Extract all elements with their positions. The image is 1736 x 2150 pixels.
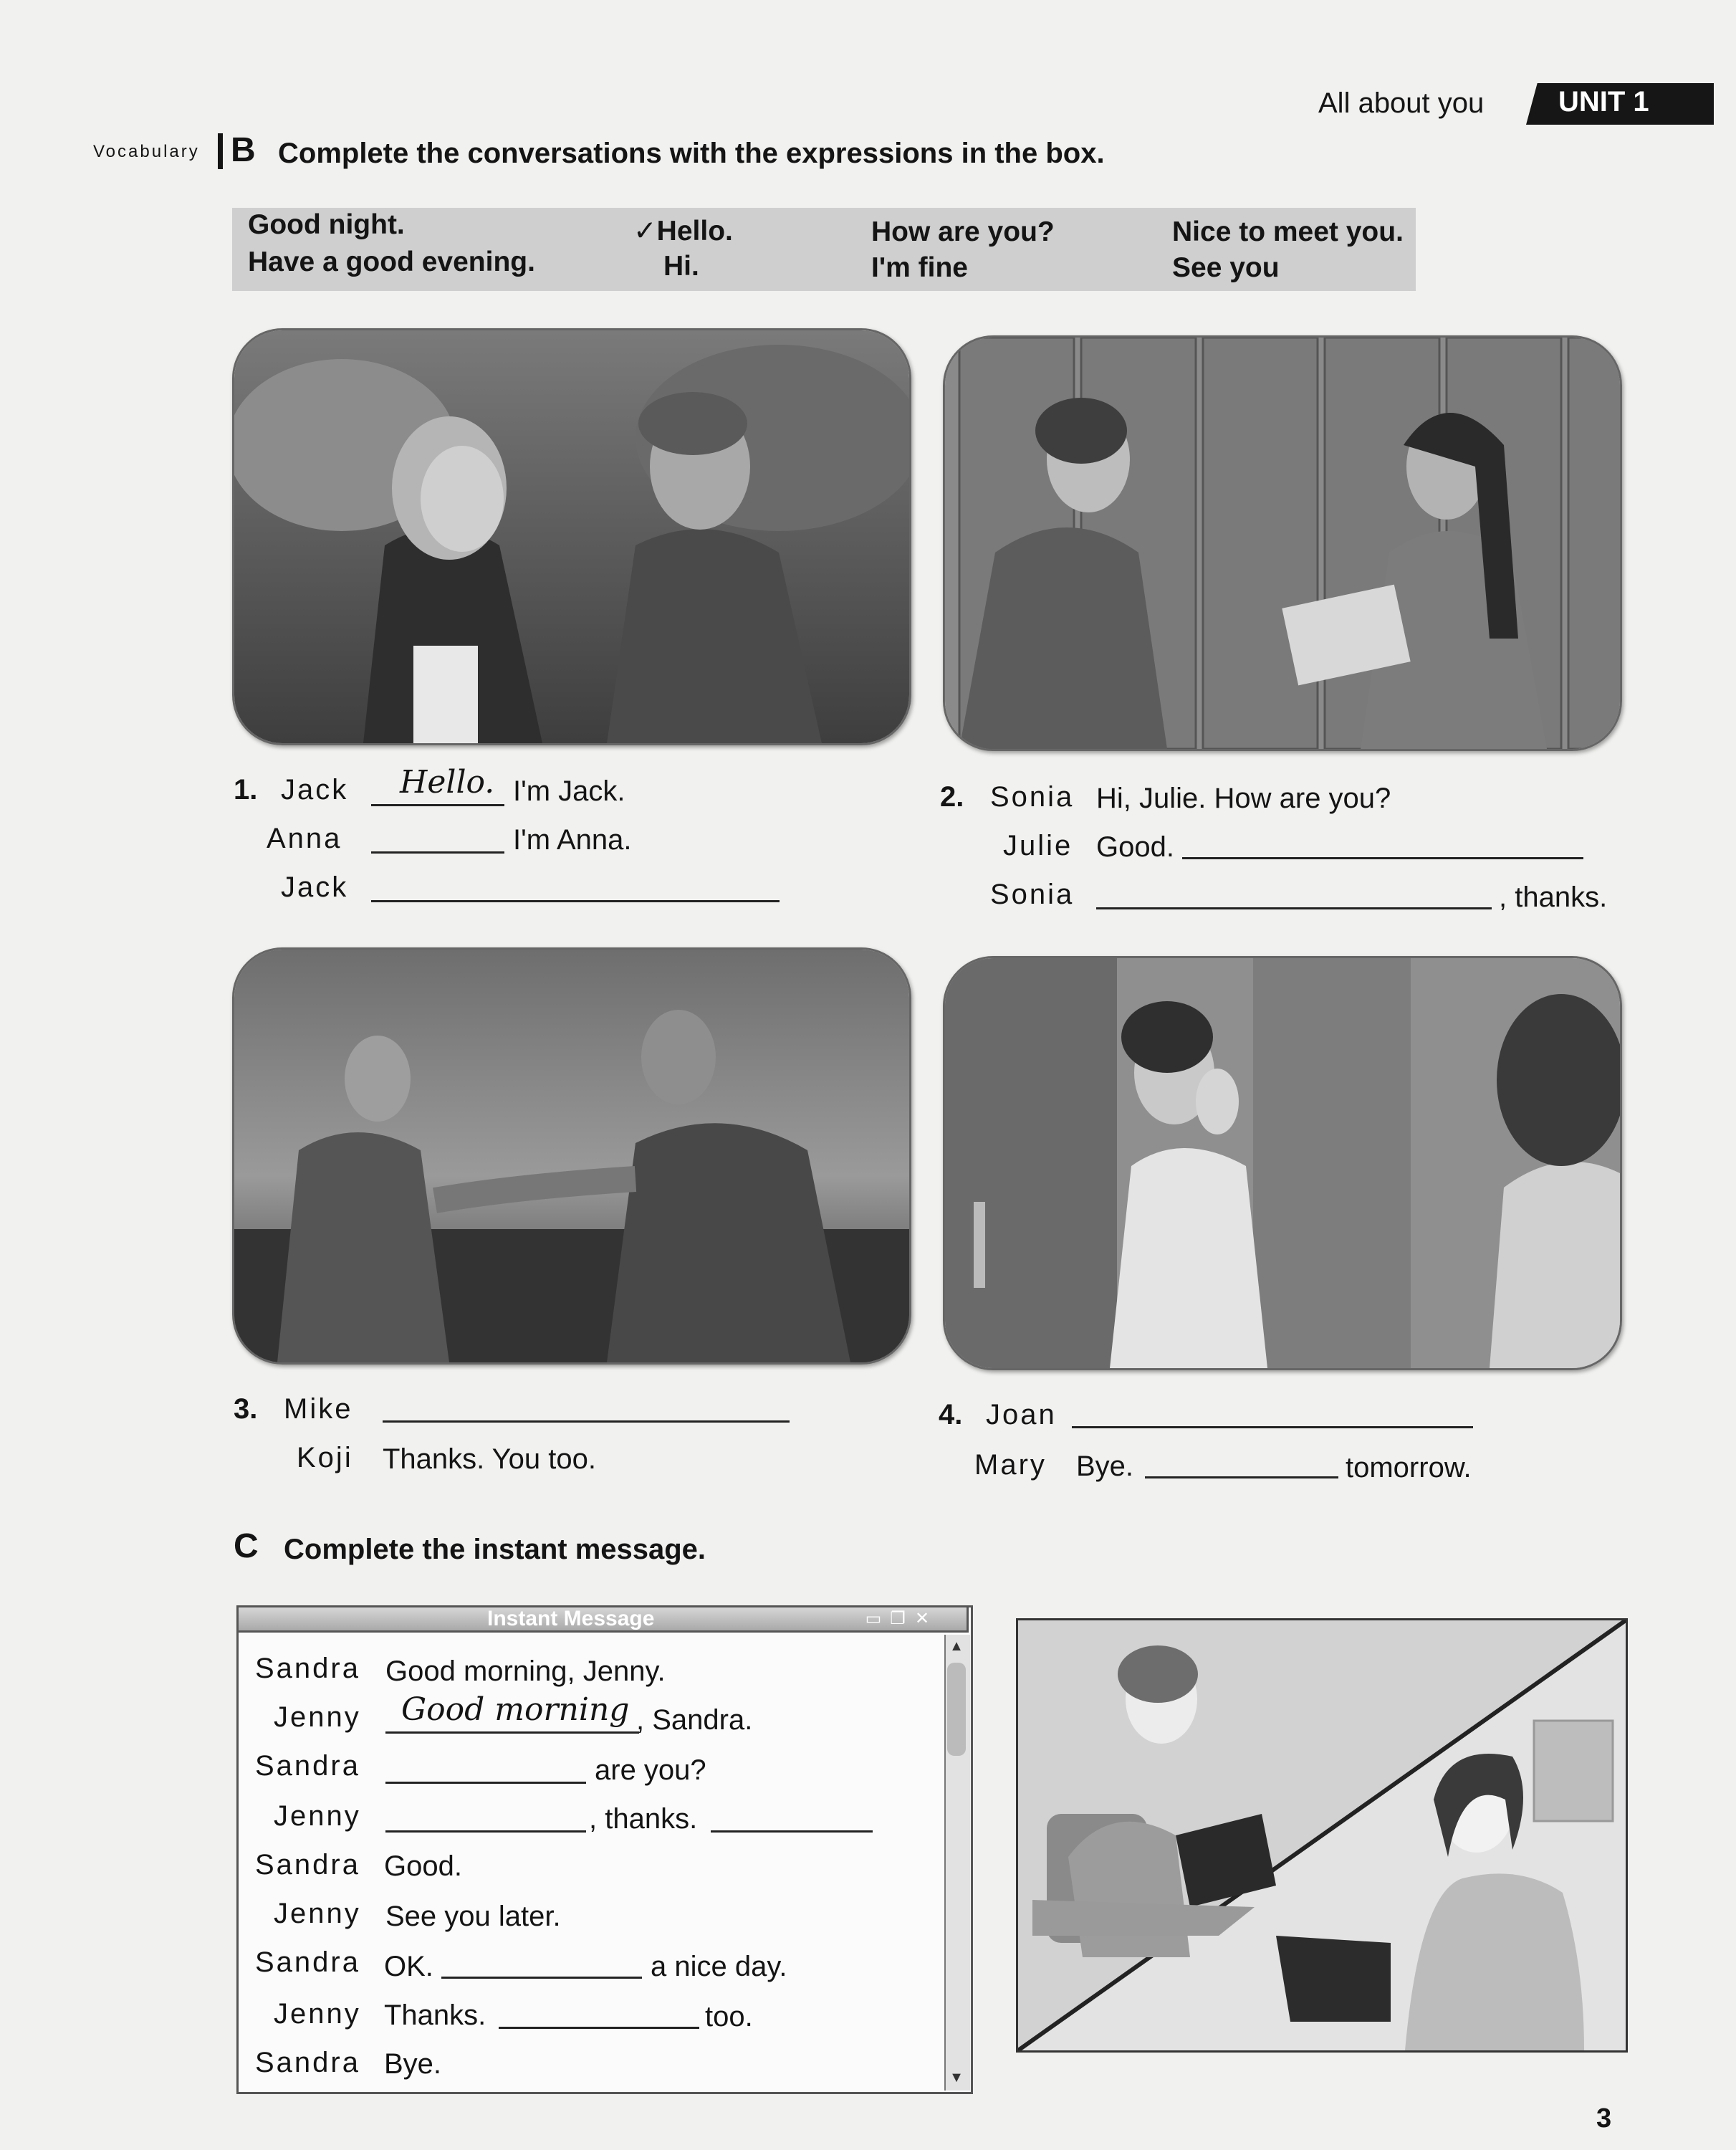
speaker-name: Mike [284, 1393, 353, 1425]
expression-item: Good night. [248, 209, 405, 240]
answer-blank[interactable] [1182, 857, 1583, 859]
expression-item: ✓Hello. [633, 216, 733, 247]
im-message: OK. [384, 1951, 433, 1982]
im-message: a nice day. [651, 1951, 787, 1982]
expression-item: How are you? [871, 216, 1055, 247]
answer-blank[interactable] [371, 851, 504, 854]
photo-jack-anna [232, 328, 911, 745]
im-message: too. [705, 2001, 753, 2032]
scroll-up-icon[interactable]: ▲ [949, 1638, 964, 1654]
handwritten-answer: Good morning [401, 1691, 630, 1728]
item-number: 3. [234, 1393, 258, 1425]
speaker-name: Joan [986, 1399, 1057, 1430]
im-scroll-thumb[interactable] [947, 1663, 966, 1756]
speaker-name: Sonia [990, 781, 1075, 813]
photo-sonia-julie [943, 335, 1622, 751]
photo-mike-koji [232, 947, 911, 1365]
chapter-title: All about you [1318, 87, 1485, 119]
im-window-title: Instant Message [487, 1607, 655, 1630]
speaker-name: Jack [281, 871, 349, 903]
im-speaker: Jenny [274, 1701, 361, 1733]
minimize-icon[interactable]: ▭ [865, 1609, 882, 1628]
dialogue-line: Bye. [1076, 1451, 1134, 1482]
im-message: Good. [384, 1850, 462, 1882]
item-number: 1. [234, 774, 258, 806]
im-message: , thanks. [589, 1803, 698, 1835]
expression-item: Hi. [663, 251, 699, 282]
answer-blank[interactable] [1072, 1426, 1473, 1428]
speaker-name: Jack [281, 774, 349, 806]
dialogue-line: I'm Anna. [513, 824, 632, 856]
item-number: 4. [939, 1399, 963, 1430]
answer-blank[interactable] [383, 1420, 790, 1423]
dialogue-line: , thanks. [1499, 882, 1608, 913]
illustration-chatting-women [1016, 1618, 1628, 2053]
section-divider-bar [218, 133, 223, 169]
answer-blank[interactable] [385, 1830, 586, 1833]
answer-blank[interactable] [711, 1830, 873, 1833]
section-b-instruction: Complete the conversations with the expressions in the box. [278, 138, 1105, 169]
expression-item: See you [1172, 252, 1280, 283]
im-message: Thanks. [384, 2000, 486, 2031]
answer-blank[interactable] [385, 1782, 586, 1784]
dialogue-line: tomorrow. [1346, 1452, 1472, 1484]
speaker-name: Koji [297, 1442, 353, 1473]
section-c-letter: C [234, 1527, 259, 1565]
im-speaker: Jenny [274, 1898, 361, 1929]
answer-blank[interactable] [371, 804, 504, 806]
restore-icon[interactable]: ❐ [890, 1609, 906, 1628]
unit-label: UNIT 1 [1558, 86, 1649, 118]
scroll-down-icon[interactable]: ▼ [949, 2070, 964, 2086]
answer-blank[interactable] [385, 1731, 639, 1734]
im-speaker: Sandra [255, 1849, 360, 1881]
im-speaker: Sandra [255, 1750, 360, 1782]
section-c-instruction: Complete the instant message. [284, 1534, 706, 1565]
answer-blank[interactable] [441, 1977, 642, 1979]
handwritten-answer: Hello. [400, 764, 495, 801]
expression-item: Nice to meet you. [1172, 216, 1404, 247]
im-message: Bye. [384, 2048, 442, 2080]
answer-blank[interactable] [1145, 1476, 1338, 1478]
dialogue-line: Good. [1096, 831, 1174, 863]
page-number: 3 [1596, 2103, 1612, 2134]
im-message: are you? [595, 1754, 706, 1786]
im-speaker: Jenny [274, 1998, 361, 2030]
im-speaker: Sandra [255, 1946, 360, 1978]
im-message: , Sandra. [636, 1704, 753, 1736]
dialogue-line: I'm Jack. [513, 775, 625, 807]
im-message: See you later. [385, 1901, 561, 1932]
answer-blank[interactable] [499, 2027, 699, 2029]
answer-blank[interactable] [1096, 907, 1492, 909]
answer-blank[interactable] [371, 900, 780, 902]
photo-joan-mary [943, 956, 1622, 1370]
speaker-name: Anna [267, 823, 342, 854]
speaker-name: Julie [1003, 830, 1073, 861]
dialogue-line: Thanks. You too. [383, 1443, 597, 1475]
item-number: 2. [940, 781, 964, 813]
close-icon[interactable]: ✕ [914, 1609, 930, 1628]
expression-item: Have a good evening. [248, 247, 535, 277]
expression-item: I'm fine [871, 252, 968, 283]
im-speaker: Sandra [255, 2047, 360, 2078]
speaker-name: Mary [974, 1449, 1047, 1481]
vocabulary-label: Vocabulary [93, 142, 200, 161]
im-speaker: Sandra [255, 1653, 360, 1684]
speaker-name: Sonia [990, 879, 1075, 910]
im-speaker: Jenny [274, 1800, 361, 1832]
section-b-letter: B [231, 131, 256, 169]
dialogue-line: Hi, Julie. How are you? [1096, 783, 1391, 814]
im-message: Good morning, Jenny. [385, 1656, 666, 1687]
